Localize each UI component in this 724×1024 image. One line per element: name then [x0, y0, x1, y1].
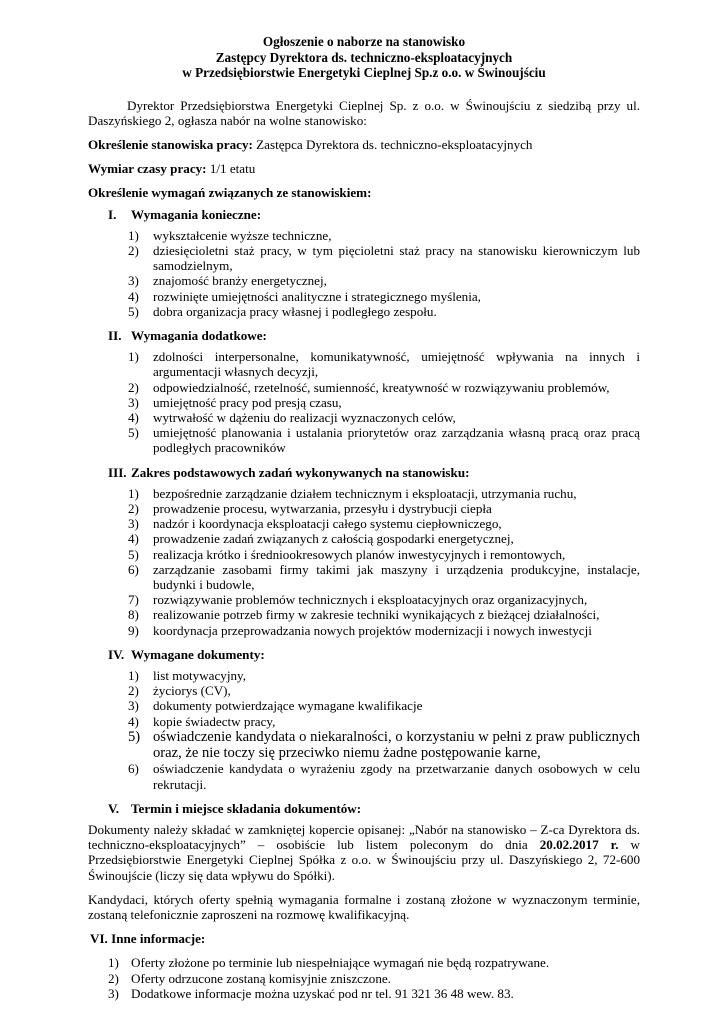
item-text: znajomość branży energetycznej,	[153, 273, 327, 289]
list-item	[88, 395, 640, 410]
item-text: nadzór i koordynacja eksploatacji całego systemu ciepłowniczego,	[153, 516, 502, 532]
item-text: odpowiedzialność, rzetelność, sumienność, kreatywność w rozwiązywaniu problemów,	[153, 379, 610, 395]
title-line-2: Zastępcy Dyrektora ds. techniczno-eksploatacyjnych	[215, 49, 513, 65]
list-item	[88, 243, 640, 273]
position-value: Zastępca Dyrektora ds. techniczno-eksploatacyjnych	[256, 136, 533, 152]
list-item	[88, 273, 640, 288]
item-number: 5)	[128, 303, 139, 319]
list-item	[88, 228, 640, 243]
section-number: V.	[108, 800, 120, 816]
item-number: 2)	[128, 379, 139, 395]
section-title: Wymagania konieczne:	[131, 206, 262, 222]
item-text: koordynacja przeprowadzania nowych projektów modernizacji i nowych inwestycji	[153, 622, 592, 638]
item-text: bezpośrednie zarządzanie działem technicznym i eksploatacji, utrzymania ruchu,	[153, 485, 577, 501]
list-item	[88, 729, 640, 762]
item-text: kopie świadectw pracy,	[153, 713, 276, 729]
additional-list	[88, 349, 640, 455]
section-number: IV.	[108, 646, 125, 662]
item-number: 3)	[128, 698, 139, 714]
item-number: 4)	[128, 531, 139, 547]
section-title: Wymagane dokumenty:	[131, 646, 265, 662]
item-number: 8)	[128, 607, 139, 623]
submission-text-end: w Przedsiębiorstwie Energetyki Cieplnej Spółka z o.o. w Świnoujściu przy ul. Daszyńskiego 2, 72-600 Świnoujście (liczy się data wpływu do Spółki).	[88, 837, 641, 883]
tasks-list	[88, 486, 640, 638]
list-item	[88, 683, 640, 698]
intro-paragraph: Dyrektor Przedsiębiorstwa Energetyki Cieplnej Sp. z o.o. w Świnoujściu z siedzibą przy ul. Daszyńskiego 2, ogłasza nabór na wolne stanowisko:	[88, 97, 640, 128]
item-number: 4)	[128, 288, 139, 304]
documents-list	[88, 668, 640, 792]
submission-text-start: Dokumenty należy składać w zamkniętej kopercie opisanej: „Nabór na stanowisko – Z-ca Dyrektora ds. techniczno-eksploatacyjnych” – osobiście lub listem poleconym do dnia	[88, 822, 640, 853]
item-number: 1)	[128, 349, 139, 365]
title-line-1: Ogłoszenie o naborze na stanowisko	[262, 34, 466, 49]
submission-deadline: 20.02.2017 r.	[539, 837, 619, 853]
item-number: 3)	[128, 273, 139, 289]
item-text: rozwinięte umiejętności analityczne i strategicznego myślenia,	[153, 288, 481, 304]
item-number: 1)	[108, 955, 119, 971]
section-number: II.	[108, 327, 122, 343]
section-heading	[88, 207, 640, 222]
item-text: umiejętność pracy pod presją czasu,	[153, 394, 342, 410]
item-text: list motywacyjny,	[153, 668, 246, 683]
list-item	[88, 971, 640, 986]
item-text: życiorys (CV),	[153, 683, 231, 699]
item-text: rozwiązywanie problemów technicznych i eksploatacyjnych oraz organizacyjnych,	[153, 592, 588, 608]
item-text: zarządzanie zasobami firmy takimi jak maszyny i urządzenia produkcyjne, instalacje, budynki i budowle,	[153, 561, 640, 592]
list-item	[88, 562, 640, 592]
item-number: 5)	[128, 728, 141, 745]
hours-value: 1/1 etatu	[209, 161, 256, 177]
item-number: 3)	[108, 985, 119, 1001]
item-text: realizowanie potrzeb firmy w zakresie techniki wynikających z bieżącej działalności,	[153, 607, 600, 623]
list-item	[88, 425, 640, 455]
list-item	[88, 592, 640, 607]
section-title: Zakres podstawowych zadań wykonywanych na stanowisku:	[131, 464, 470, 480]
list-item	[88, 623, 640, 638]
item-number: 1)	[128, 485, 139, 501]
list-item	[88, 349, 640, 379]
document-title	[88, 34, 640, 81]
list-item	[88, 761, 640, 791]
item-text: dziesięcioletni staż pracy, w tym pięcioletni staż pracy na stanowisku kierowniczym lub samodzielnym,	[153, 242, 640, 274]
list-item	[88, 714, 640, 729]
section-title: Termin i miejsce składania dokumentów:	[131, 800, 362, 816]
list-item	[88, 607, 640, 622]
item-text: prowadzenie zadań związanych z całością gospodarki energetycznej,	[153, 531, 514, 547]
section-heading	[88, 465, 640, 480]
item-number: 2)	[108, 970, 119, 986]
list-item	[88, 304, 640, 319]
section-title: Wymagania dodatkowe:	[131, 327, 267, 343]
item-text: dobra organizacja pracy własnej i podległego zespołu.	[153, 303, 437, 319]
list-item	[88, 698, 640, 713]
document-page	[88, 34, 640, 1001]
list-item	[88, 410, 640, 425]
item-number: 1)	[128, 227, 139, 243]
submission-paragraph	[88, 822, 640, 883]
item-text: realizacja krótko i średniookresowych planów inwestycyjnych i remontowych,	[153, 546, 566, 562]
list-item	[88, 955, 640, 970]
list-item	[88, 486, 640, 501]
item-text: dokumenty potwierdzające wymagane kwalifikacje	[153, 698, 423, 714]
hours-line	[88, 161, 640, 176]
item-text: wykształcenie wyższe techniczne,	[153, 227, 332, 243]
item-text: prowadzenie procesu, wytwarzania, przesyłu i dystrybucji ciepła	[153, 500, 492, 516]
position-line	[88, 137, 640, 152]
item-text: Oferty złożone po terminie lub niespełniające wymagań nie będą rozpatrywane.	[131, 955, 550, 971]
list-item	[88, 501, 640, 516]
other-info-list	[88, 955, 640, 1001]
section-heading	[88, 647, 640, 662]
item-number: 7)	[128, 592, 139, 608]
section-heading	[88, 801, 640, 816]
item-number: 4)	[128, 713, 139, 729]
list-item	[88, 516, 640, 531]
item-number: 9)	[128, 622, 139, 638]
item-number: 2)	[128, 500, 139, 516]
requirements-heading: Określenie wymagań związanych ze stanowiskiem:	[88, 185, 372, 201]
section-number: I.	[108, 206, 117, 222]
section-number: III.	[108, 464, 127, 480]
item-number: 5)	[128, 425, 139, 441]
list-item	[88, 986, 640, 1001]
title-line-3: w Przedsiębiorstwie Energetyki Cieplnej Sp.z o.o. w Świnoujściu	[182, 65, 546, 80]
item-number: 6)	[128, 761, 139, 777]
list-item	[88, 668, 640, 683]
item-number: 2)	[128, 242, 139, 258]
item-text: Dodatkowe informacje można uzyskać pod nr tel. 91 321 36 48 wew. 83.	[131, 985, 514, 1001]
list-item	[88, 289, 640, 304]
item-number: 3)	[128, 394, 139, 410]
list-item	[88, 380, 640, 395]
item-text: oświadczenie kandydata o niekaralności, o korzystaniu w pełni z praw publicznych oraz, że nie toczy się przeciwko niemu żadne postępowanie karne,	[153, 728, 640, 762]
item-text: oświadczenie kandydata o wyrażeniu zgody na przetwarzanie danych osobowych w celu rekrutacji.	[153, 761, 640, 792]
position-label: Określenie stanowiska pracy:	[88, 136, 253, 152]
item-number: 3)	[128, 516, 139, 532]
other-info-heading: VI. Inne informacje:	[90, 931, 206, 947]
list-item	[88, 547, 640, 562]
item-text: wytrwałość w dążeniu do realizacji wyznaczonych celów,	[153, 409, 456, 425]
list-item	[88, 531, 640, 546]
item-number: 1)	[128, 668, 139, 683]
hours-label: Wymiar czasy pracy:	[88, 161, 207, 177]
item-number: 5)	[128, 546, 139, 562]
section-heading	[88, 328, 640, 343]
item-number: 2)	[128, 683, 139, 699]
item-text: zdolności interpersonalne, komunikatywność, umiejętność wpływania na innych i argumentacji własnych decyzji,	[153, 349, 640, 380]
item-text: umiejętność planowania i ustalania priorytetów oraz zarządzania własną pracą oraz pracą podległych pracowników	[153, 425, 640, 456]
item-number: 4)	[128, 409, 139, 425]
required-list	[88, 228, 640, 319]
item-text: Oferty odrzucone zostaną komisyjnie zniszczone.	[131, 970, 391, 986]
candidates-paragraph: Kandydaci, których oferty spełnią wymagania formalne i zostaną złożone w wyznaczonym terminie, zostaną telefonicznie zaproszeni na rozmowę kwalifikacyjną.	[88, 891, 640, 923]
item-number: 6)	[128, 561, 139, 577]
